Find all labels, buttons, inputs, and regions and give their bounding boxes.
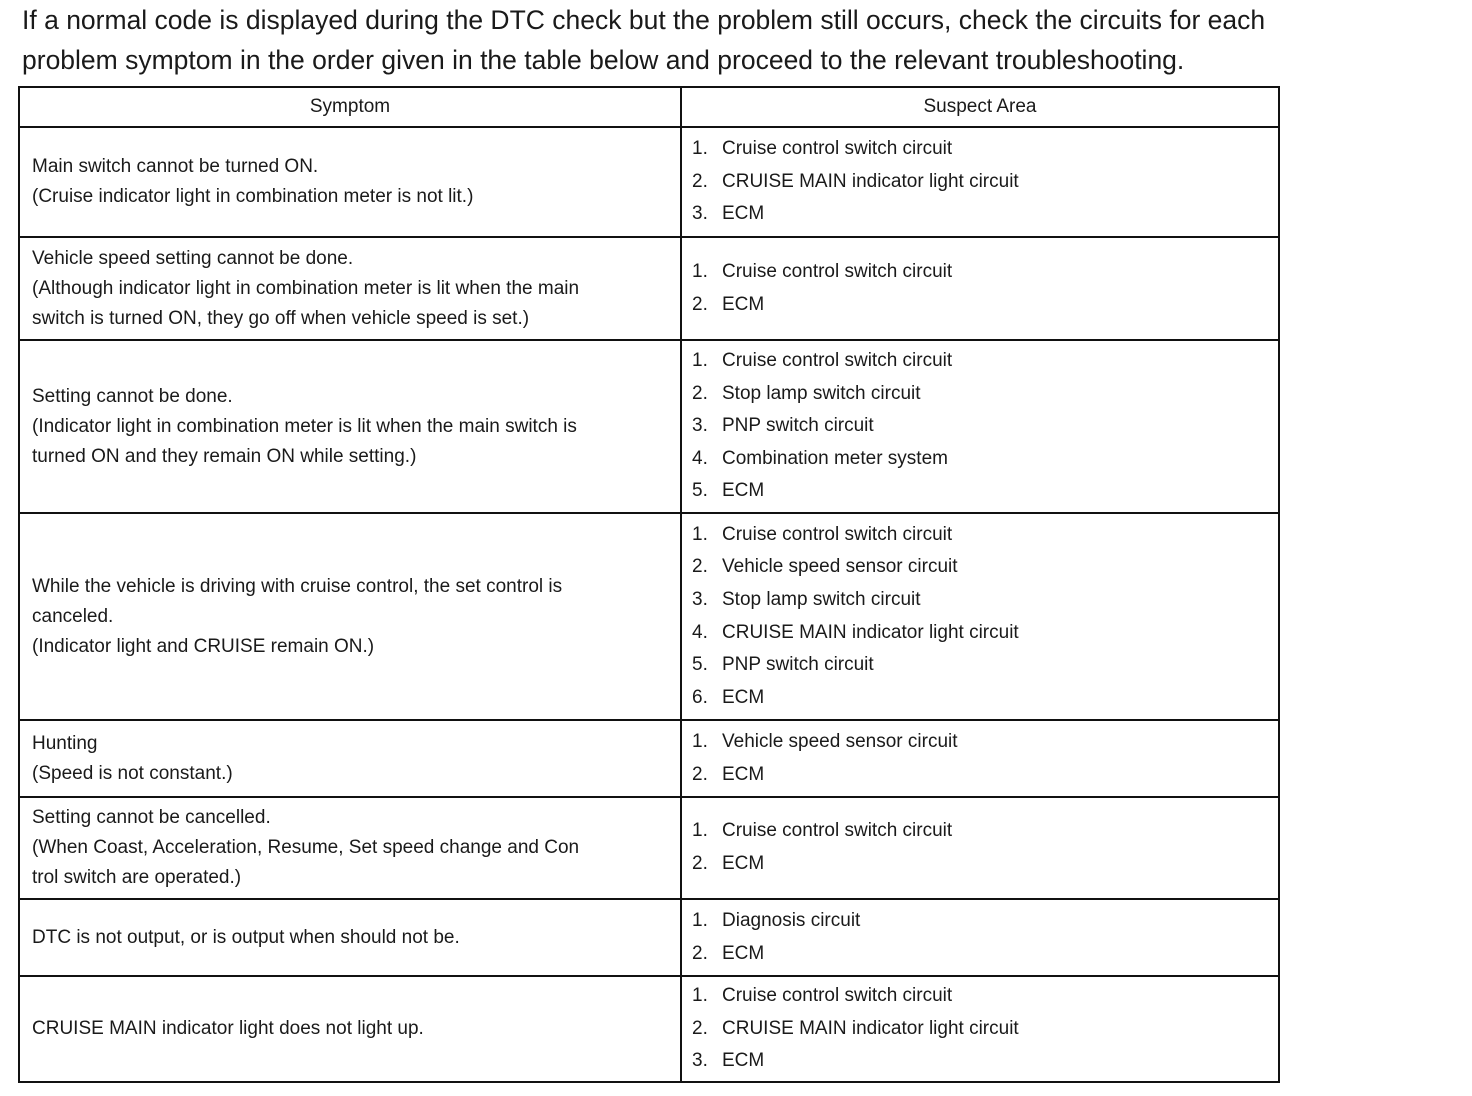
- suspect-area-item: [692, 980, 1278, 1013]
- suspect-area-item: [692, 443, 1278, 476]
- suspect-area-item: [692, 133, 1278, 166]
- suspect-area-number: 1.: [692, 350, 708, 372]
- table-row: [19, 899, 1279, 976]
- suspect-area-cell: [681, 237, 1279, 340]
- suspect-area-number: 3.: [692, 588, 708, 610]
- symptom-cell: [19, 797, 681, 899]
- table-row: [19, 976, 1279, 1082]
- symptom-text-line: (Speed is not constant.): [32, 762, 233, 784]
- suspect-area-number: 2.: [692, 556, 708, 578]
- suspect-area-number: 1.: [692, 260, 708, 282]
- suspect-area-item: [692, 256, 1278, 289]
- suspect-area-cell: [681, 127, 1279, 237]
- suspect-area-text: ECM: [722, 763, 765, 785]
- symptom-text-line: trol switch are operated.): [32, 867, 242, 888]
- symptom-text-line: (When Coast, Acceleration, Resume, Set speed change and Con: [32, 837, 580, 858]
- suspect-area-text: ECM: [722, 1050, 765, 1072]
- symptom-text-line: DTC is not output, or is output when should not be.: [32, 926, 460, 948]
- suspect-area-item: [692, 410, 1278, 443]
- symptom-text-line: canceled.: [32, 605, 114, 627]
- suspect-area-text: ECM: [722, 686, 765, 708]
- symptom-text-line: switch is turned ON, they go off when vehicle speed is set.): [32, 307, 530, 329]
- table-row: [19, 340, 1279, 513]
- suspect-area-number: 2.: [692, 170, 708, 192]
- suspect-area-text: Cruise control switch circuit: [722, 138, 953, 160]
- suspect-area-number: 3.: [692, 415, 708, 437]
- table-header-row: [19, 87, 1279, 127]
- suspect-area-text: Cruise control switch circuit: [722, 260, 953, 282]
- suspect-area-text: Stop lamp switch circuit: [722, 382, 921, 404]
- symptom-cell: [19, 237, 681, 340]
- suspect-area-text: CRUISE MAIN indicator light circuit: [722, 1017, 1019, 1039]
- table-row: [19, 127, 1279, 237]
- suspect-area-number: 2.: [692, 1017, 708, 1039]
- suspect-area-item: [692, 289, 1278, 322]
- suspect-area-number: 1.: [692, 523, 708, 545]
- suspect-area-text: Cruise control switch circuit: [722, 523, 953, 545]
- table-row: [19, 720, 1279, 797]
- table-row: [19, 237, 1279, 340]
- symptom-text-line: Setting cannot be cancelled.: [32, 807, 271, 828]
- suspect-area-number: 5.: [692, 480, 708, 502]
- suspect-area-item: [692, 551, 1278, 584]
- suspect-area-cell: [681, 797, 1279, 899]
- symptom-cell: [19, 127, 681, 237]
- symptom-text-line: turned ON and they remain ON while setting.): [32, 445, 417, 467]
- symptom-header: Symptom: [19, 87, 681, 127]
- symptom-text-line: While the vehicle is driving with cruise control, the set control is: [32, 575, 563, 597]
- suspect-area-number: 5.: [692, 654, 708, 676]
- suspect-area-text: ECM: [722, 853, 765, 874]
- suspect-area-text: CRUISE MAIN indicator light circuit: [722, 621, 1019, 643]
- suspect-area-cell: [681, 340, 1279, 513]
- suspect-area-number: 2.: [692, 853, 708, 874]
- suspect-area-text: Cruise control switch circuit: [722, 350, 953, 372]
- suspect-area-number: 4.: [692, 447, 708, 469]
- intro-paragraph: [22, 0, 1467, 80]
- intro-line-2: problem symptom in the order given in the table below and proceed to the relevant troubleshooting.: [22, 45, 1185, 75]
- suspect-area-item: [692, 345, 1278, 378]
- suspect-area-item: [692, 617, 1278, 650]
- symptom-text-line: (Cruise indicator light in combination meter is not lit.): [32, 186, 474, 207]
- table-row: [19, 797, 1279, 899]
- suspect-area-item: [692, 726, 1278, 759]
- symptom-text-line: Hunting: [32, 732, 98, 754]
- symptom-text-line: CRUISE MAIN indicator light does not light up.: [32, 1018, 424, 1039]
- symptom-text-line: Vehicle speed setting cannot be done.: [32, 247, 354, 269]
- suspect-area-number: 1.: [692, 730, 708, 752]
- suspect-area-cell: [681, 513, 1279, 720]
- suspect-area-item: [692, 584, 1278, 617]
- suspect-area-item: [692, 166, 1278, 199]
- suspect-area-number: 1.: [692, 909, 708, 931]
- suspect-area-item: [692, 519, 1278, 552]
- suspect-area-number: 4.: [692, 621, 708, 643]
- suspect-area-item: [692, 198, 1278, 231]
- suspect-area-item: [692, 905, 1278, 938]
- suspect-area-text: PNP switch circuit: [722, 415, 874, 437]
- symptom-text-line: Main switch cannot be turned ON.: [32, 156, 319, 177]
- suspect-area-text: PNP switch circuit: [722, 654, 874, 676]
- suspect-area-text: Vehicle speed sensor circuit: [722, 730, 958, 752]
- suspect-area-item: [692, 1013, 1278, 1046]
- suspect-area-text: ECM: [722, 942, 765, 964]
- suspect-area-number: 2.: [692, 763, 708, 785]
- suspect-area-item: [692, 848, 1278, 881]
- suspect-area-item: [692, 815, 1278, 848]
- suspect-area-number: 2.: [692, 382, 708, 404]
- table-row: [19, 513, 1279, 720]
- symptom-cell: [19, 513, 681, 720]
- suspect-area-number: 1.: [692, 820, 708, 842]
- suspect-area-item: [692, 682, 1278, 715]
- suspect-area-number: 2.: [692, 293, 708, 315]
- suspect-area-text: Stop lamp switch circuit: [722, 588, 921, 610]
- suspect-area-number: 3.: [692, 203, 708, 225]
- suspect-area-cell: [681, 720, 1279, 797]
- suspect-area-item: [692, 938, 1278, 971]
- intro-line-1: If a normal code is displayed during the DTC check but the problem still occurs, check the circuits for each: [22, 5, 1266, 35]
- symptom-text-line: (Although indicator light in combination meter is lit when the main: [32, 277, 580, 299]
- suspect-area-text: Diagnosis circuit: [722, 909, 861, 931]
- suspect-area-number: 1.: [692, 138, 708, 160]
- suspect-area-header: Suspect Area: [681, 87, 1279, 127]
- suspect-area-text: CRUISE MAIN indicator light circuit: [722, 170, 1019, 192]
- suspect-area-number: 3.: [692, 1050, 708, 1072]
- suspect-area-cell: [681, 899, 1279, 976]
- suspect-area-text: ECM: [722, 480, 765, 502]
- suspect-area-text: Cruise control switch circuit: [722, 820, 953, 842]
- suspect-area-text: Cruise control switch circuit: [722, 985, 953, 1007]
- suspect-area-item: [692, 759, 1278, 792]
- suspect-area-text: ECM: [722, 293, 765, 315]
- suspect-area-number: 1.: [692, 985, 708, 1007]
- symptom-text-line: (Indicator light in combination meter is lit when the main switch is: [32, 415, 577, 437]
- suspect-area-number: 2.: [692, 942, 708, 964]
- suspect-area-item: [692, 1045, 1278, 1078]
- suspect-area-cell: [681, 976, 1279, 1082]
- symptom-text-line: (Indicator light and CRUISE remain ON.): [32, 635, 375, 657]
- table-body: [19, 127, 1279, 1082]
- suspect-area-number: 6.: [692, 686, 708, 708]
- symptom-cell: [19, 720, 681, 797]
- problem-symptoms-table: [18, 86, 1280, 1083]
- suspect-area-item: [692, 649, 1278, 682]
- symptom-text-line: Setting cannot be done.: [32, 385, 233, 407]
- suspect-area-text: Vehicle speed sensor circuit: [722, 556, 958, 578]
- suspect-area-text: Combination meter system: [722, 447, 948, 469]
- suspect-area-text: ECM: [722, 203, 765, 225]
- suspect-area-item: [692, 475, 1278, 508]
- symptom-cell: [19, 340, 681, 513]
- symptom-cell: [19, 976, 681, 1082]
- symptom-cell: [19, 899, 681, 976]
- suspect-area-item: [692, 378, 1278, 411]
